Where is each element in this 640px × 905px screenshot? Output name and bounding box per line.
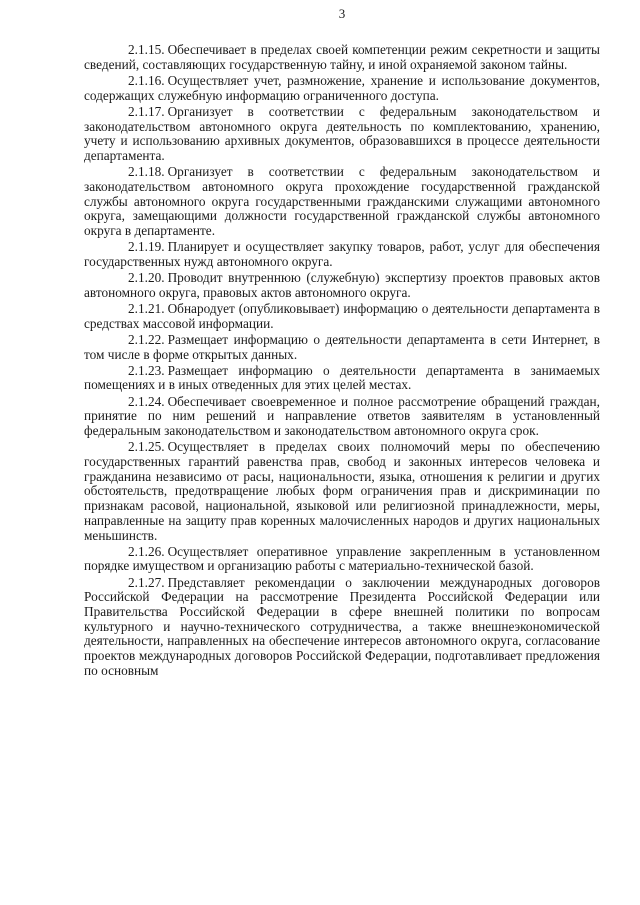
paragraph-2-1-23 bbox=[84, 364, 600, 393]
paragraph-2-1-26 bbox=[84, 545, 600, 574]
paragraph-number: 2.1.20. bbox=[128, 270, 165, 286]
paragraph-2-1-16 bbox=[84, 74, 600, 103]
document-body bbox=[84, 43, 600, 680]
paragraph-text: Организует в соответствии с федеральным законодательством и законодательством автономного округа прохождение государственной гражданской службы автономного округа государственными гражданскими служащими автономного округа, замещающими должности государственной гражданской службы автономного округа в департаменте. bbox=[84, 164, 600, 238]
paragraph-number: 2.1.22. bbox=[128, 331, 165, 347]
paragraph-2-1-18 bbox=[84, 165, 600, 239]
paragraph-number: 2.1.15. bbox=[128, 42, 165, 57]
paragraph-number: 2.1.17. bbox=[128, 103, 165, 119]
paragraph-text: Обнародует (опубликовывает) информацию о деятельности департамента в средствах массовой информации. bbox=[84, 300, 600, 331]
paragraph-number: 2.1.18. bbox=[128, 164, 165, 180]
paragraph-text: Размещает информацию о деятельности департамента в сети Интернет, в том числе в форме открытых данных. bbox=[84, 331, 600, 362]
paragraph-number: 2.1.25. bbox=[128, 439, 165, 455]
paragraph-number: 2.1.19. bbox=[128, 239, 165, 255]
paragraph-2-1-25 bbox=[84, 440, 600, 543]
paragraph-number: 2.1.27. bbox=[128, 574, 165, 590]
paragraph-text: Осуществляет оперативное управление закрепленным в установленном порядке имуществом и организацию работы с материально-технической базой. bbox=[84, 543, 600, 574]
paragraph-number: 2.1.24. bbox=[128, 393, 165, 409]
paragraph-number: 2.1.16. bbox=[128, 72, 165, 88]
paragraph-text: Организует в соответствии с федеральным законодательством и законодательством автономного округа деятельность по комплектованию, хранению, учету и использованию архивных документов, образовавшихся в процессе деятельности департамента. bbox=[84, 103, 600, 163]
paragraph-2-1-20 bbox=[84, 271, 600, 300]
paragraph-text: Проводит внутреннюю (служебную) экспертизу проектов правовых актов автономного округа, правовых актов автономного округа. bbox=[84, 270, 600, 300]
paragraph-number: 2.1.23. bbox=[128, 362, 165, 378]
paragraph-2-1-27 bbox=[84, 576, 600, 679]
paragraph-text: Размещает информацию о деятельности департамента в занимаемых помещениях и в иных отведенных для этих целей местах. bbox=[84, 362, 600, 393]
paragraph-text: Обеспечивает в пределах своей компетенции режим секретности и защиты сведений, составляющих государственную тайну, и иной охраняемой законом тайны. bbox=[84, 42, 600, 72]
paragraph-2-1-19 bbox=[84, 240, 600, 269]
page-number: 3 bbox=[338, 6, 346, 21]
paragraph-text: Осуществляет в пределах своих полномочий меры по обеспечению государственных гарантий равенства прав, свобод и законных интересов человека и гражданина независимо от расы, национальности, языка, отношения к религии и других обстоятельств, предотвращение любых форм ограничения прав и дискриминации по признакам расовой, национальной, языковой или религиозной принадлежности, меры, направленные на защиту прав коренных малочисленных народов и других национальных меньшинств. bbox=[84, 439, 600, 543]
paragraph-text: Осуществляет учет, размножение, хранение и использование документов, содержащих служебную информацию ограниченного доступа. bbox=[84, 72, 600, 103]
paragraph-2-1-22 bbox=[84, 333, 600, 362]
paragraph-2-1-21 bbox=[84, 302, 600, 331]
paragraph-number: 2.1.26. bbox=[128, 543, 165, 559]
paragraph-text: Планирует и осуществляет закупку товаров, работ, услуг для обеспечения государственных нужд автономного округа. bbox=[84, 239, 600, 269]
paragraph-number: 2.1.21. bbox=[128, 300, 165, 316]
paragraph-2-1-17 bbox=[84, 105, 600, 164]
paragraph-text: Обеспечивает своевременное и полное рассмотрение обращений граждан, принятие по ним решений и направление ответов заявителям в установленный федеральным законодательством и законодательством автономного округа срок. bbox=[84, 393, 600, 439]
paragraph-2-1-24 bbox=[84, 395, 600, 439]
paragraph-2-1-15 bbox=[84, 43, 600, 72]
paragraph-text: Представляет рекомендации о заключении международных договоров Российской Федерации на рассмотрение Президента Российской Федерации или Правительства Российской Федерации в сфере внешней политики по вопросам культурного и научно-технического сотрудничества, а также внешнеэкономической деятельности, направленных на обеспечение интересов автономного округа, согласование проектов международных договоров Российской Федерации, подготавливает предложения по основным bbox=[84, 574, 600, 678]
